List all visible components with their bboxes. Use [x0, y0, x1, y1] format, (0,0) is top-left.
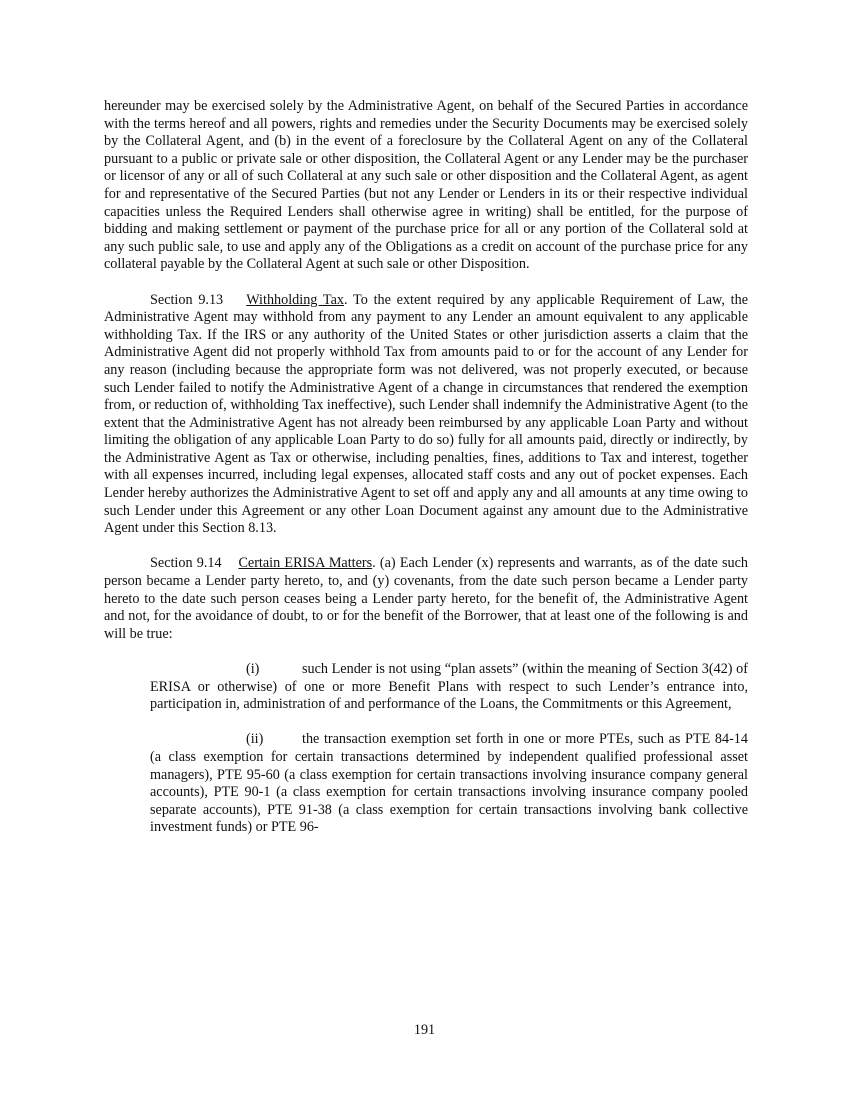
section-body: . (a) Each Lender (x) represents and warrants, as of the date such person became a Lender party hereto, to, and (y) covenants, from the date such person became a Lender party hereto to the date such person ceases being a Lender party hereto, for the benefit of, the Administrative Agent and not, for the avoidance of doubt, to or for the benefit of the Borrower, that at least one of the following is and will be true:: [104, 555, 748, 642]
clause-label: (i): [246, 661, 260, 677]
section-9-14: [104, 555, 748, 643]
section-heading: Withholding Tax: [246, 291, 344, 308]
clause-body: the transaction exemption set forth in one or more PTEs, such as PTE 84-14 (a class exemption for certain transactions determined by independent qualified professional asset managers), PTE 95-60 (a class exemption for certain transactions involving insurance company general accounts), PTE 90-1 (a class exemption for certain transactions involving insurance company pooled separate accounts), PTE 91-38 (a class exemption for certain transactions involving bank collective investment funds) or PTE 96-: [150, 731, 748, 836]
clause-i: [150, 661, 748, 714]
section-number: Section 9.14: [150, 555, 222, 572]
section-body: . To the extent required by any applicable Requirement of Law, the Administrative Agent may withhold from any payment to any Lender an amount equivalent to any applicable withholding Tax. If the IRS or any authority of the United States or other jurisdiction asserts a claim that the Administrative Agent did not properly withhold Tax from amounts paid to or for the account of any Lender for any reason (including because the appropriate form was not delivered, was not properly executed, or because such Lender failed to notify the Administrative Agent of a change in circumstances that rendered the exemption from, or reduction of, withholding Tax ineffective), such Lender shall indemnify the Administrative Agent (to the extent that the Administrative Agent has not already been reimbursed by any applicable Loan Party and without limiting the obligation of any applicable Loan Party to do so) fully for all amounts paid, directly or indirectly, by the Administrative Agent as Tax or otherwise, including penalties, fines, additions to Tax and interest, together with all expenses incurred, including legal expenses, allocated staff costs and any out of pocket expenses. Each Lender hereby authorizes the Administrative Agent to set off and apply any and all amounts at any time owing to such Lender under this Agreement or any other Loan Document against any amount due to the Administrative Agent under this Section 8.13.: [104, 291, 748, 537]
paragraph-continuation: hereunder may be exercised solely by the Administrative Agent, on behalf of the Secured Parties in accordance with the terms hereof and all powers, rights and remedies under the Security Documents may be exercised solely by the Collateral Agent, and (b) in the event of a foreclosure by the Collateral Agent on any of the Collateral pursuant to a public or private sale or other disposition, the Collateral Agent or any Lender may be the purchaser or licensor of any or all of such Collateral at any such sale or other disposition and the Collateral Agent, as agent for and representative of the Secured Parties (but not any Lender or Lenders in its or their respective individual capacities unless the Required Lenders shall otherwise agree in writing) shall be entitled, for the purpose of bidding and making settlement or payment of the purchase price for all or any portion of the Collateral sold at any such public sale, to use and apply any of the Obligations as a credit on account of the purchase price for any collateral payable by the Collateral Agent at such sale or other Disposition.: [104, 98, 748, 273]
section-9-13: [104, 292, 748, 538]
page-number: 191: [413, 1022, 436, 1038]
clause-ii: [150, 731, 748, 837]
document-page: [104, 98, 748, 855]
section-number: Section 9.13: [150, 291, 224, 308]
clause-body: such Lender is not using “plan assets” (within the meaning of Section 3(42) of ERISA or otherwise) of one or more Benefit Plans with respect to such Lender’s entrance into, participation in, administration of and performance of the Loans, the Commitments or this Agreement,: [150, 661, 748, 713]
clause-label: (ii): [246, 731, 264, 748]
section-heading: Certain ERISA Matters: [238, 555, 373, 572]
